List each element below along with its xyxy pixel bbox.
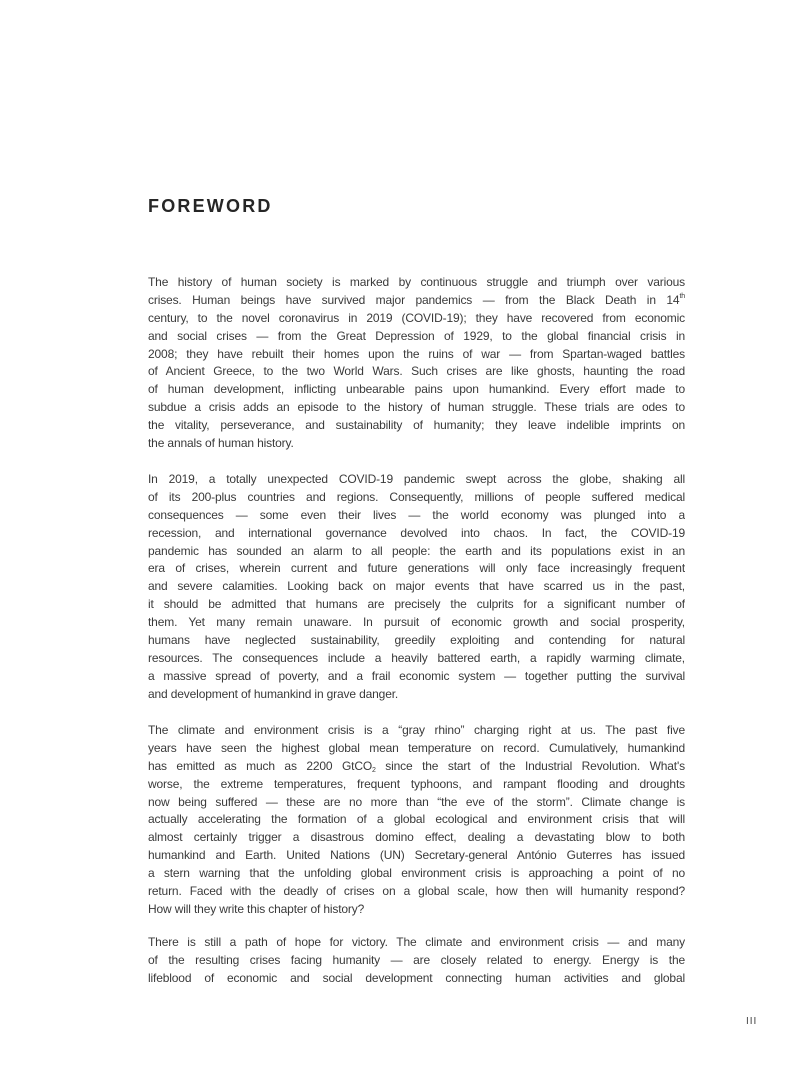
text-line: and severe calamities. Looking back on major events that have scarred us in the past, bbox=[148, 579, 685, 594]
text-line: There is still a path of hope for victory. The climate and environment crisis — and many bbox=[148, 935, 685, 949]
text-line: In 2019, a totally unexpected COVID-19 pandemic swept across the globe, shaking all bbox=[148, 472, 685, 486]
page-number: III bbox=[746, 1016, 758, 1027]
superscript: th bbox=[679, 292, 685, 300]
text-segment: crises. Human beings have survived major pandemics — from the Black Death in 14 bbox=[148, 292, 680, 307]
text-line: of human development, inflicting unbearable pains upon humankind. Every effort made to bbox=[148, 382, 685, 397]
page-title: FOREWORD bbox=[148, 196, 273, 216]
text-line: recession, and international governance devolved into chaos. In fact, the COVID-19 bbox=[148, 525, 685, 540]
text-line: and social crises — from the Great Depression of 1929, to the global financial crisis in bbox=[148, 328, 685, 343]
text-line: actually accelerating the formation of a global ecological and environment crisis that will bbox=[148, 812, 685, 827]
text-line: humankind and Earth. United Nations (UN) Secretary-general António Guterres has issued bbox=[148, 848, 685, 863]
subscript: 2 bbox=[372, 766, 376, 774]
text-line: the annals of human history. bbox=[148, 436, 294, 451]
text-line: a stern warning that the unfolding global environment crisis is approaching a point of no bbox=[148, 866, 685, 881]
text-line bbox=[148, 292, 685, 310]
text-line bbox=[148, 758, 685, 776]
text-line: years have seen the highest global mean temperature on record. Cumulatively, humankind bbox=[148, 740, 685, 755]
text-line: consequences — some even their lives — the world economy was plunged into a bbox=[148, 507, 685, 522]
text-line: now being suffered — these are no more than “the eve of the storm”. Climate change is bbox=[148, 794, 685, 809]
paragraph-2 bbox=[148, 471, 685, 704]
text-line: return. Faced with the deadly of crises on a global scale, how then will humanity respond? bbox=[148, 884, 685, 899]
text-line: resources. The consequences include a heavily battered earth, a rapidly warming climate, bbox=[148, 650, 685, 665]
text-line: century, to the novel coronavirus in 2019 (COVID-19); they have recovered from economic bbox=[148, 310, 685, 325]
paragraph-3 bbox=[148, 722, 685, 919]
text-line: humans have neglected sustainability, greedily exploiting and contending for natural bbox=[148, 633, 685, 648]
text-line: of the resulting crises facing humanity — are closely related to energy. Energy is the bbox=[148, 952, 685, 967]
text-line: lifeblood of economic and social development connecting human activities and global bbox=[148, 970, 685, 985]
text-segment: since the start of the Industrial Revolution. What's bbox=[375, 758, 685, 773]
text-line: a massive spread of poverty, and a frail economic system — together putting the survival bbox=[148, 668, 685, 683]
text-line: The history of human society is marked by continuous struggle and triumph over various bbox=[148, 275, 685, 289]
text-line: and development of humankind in grave danger. bbox=[148, 686, 399, 701]
text-line: era of crises, wherein current and future generations will only face increasingly frequent bbox=[148, 561, 685, 576]
text-line: worse, the extreme temperatures, frequent typhoons, and rampant flooding and droughts bbox=[148, 776, 685, 791]
text-line: of Ancient Greece, to the two World Wars. Such crises are like ghosts, haunting the road bbox=[148, 364, 685, 379]
paragraph-1 bbox=[148, 274, 685, 453]
text-line: it should be admitted that humans are precisely the culprits for a significant number of bbox=[148, 597, 685, 612]
text-line: The climate and environment crisis is a “gray rhino” charging right at us. The past five bbox=[148, 723, 685, 737]
text-line: 2008; they have rebuilt their homes upon the ruins of war — from Spartan-waged battles bbox=[148, 346, 685, 361]
text-segment: has emitted as much as 2200 GtCO bbox=[148, 758, 373, 773]
text-line: them. Yet many remain unaware. In pursuit of economic growth and social prosperity, bbox=[148, 615, 685, 630]
text-line: How will they write this chapter of history? bbox=[148, 901, 365, 916]
text-line: of its 200-plus countries and regions. Consequently, millions of people suffered medical bbox=[148, 489, 685, 504]
text-line: subdue a crisis adds an episode to the history of human struggle. These trials are odes to bbox=[148, 400, 685, 415]
text-line: almost certainly trigger a disastrous domino effect, dealing a devastating blow to both bbox=[148, 830, 685, 845]
text-line: the vitality, perseverance, and sustainability of humanity; they leave indelible imprints on bbox=[148, 418, 685, 433]
text-line: pandemic has sounded an alarm to all people: the earth and its populations exist in an bbox=[148, 543, 685, 558]
paragraph-4 bbox=[148, 934, 685, 988]
